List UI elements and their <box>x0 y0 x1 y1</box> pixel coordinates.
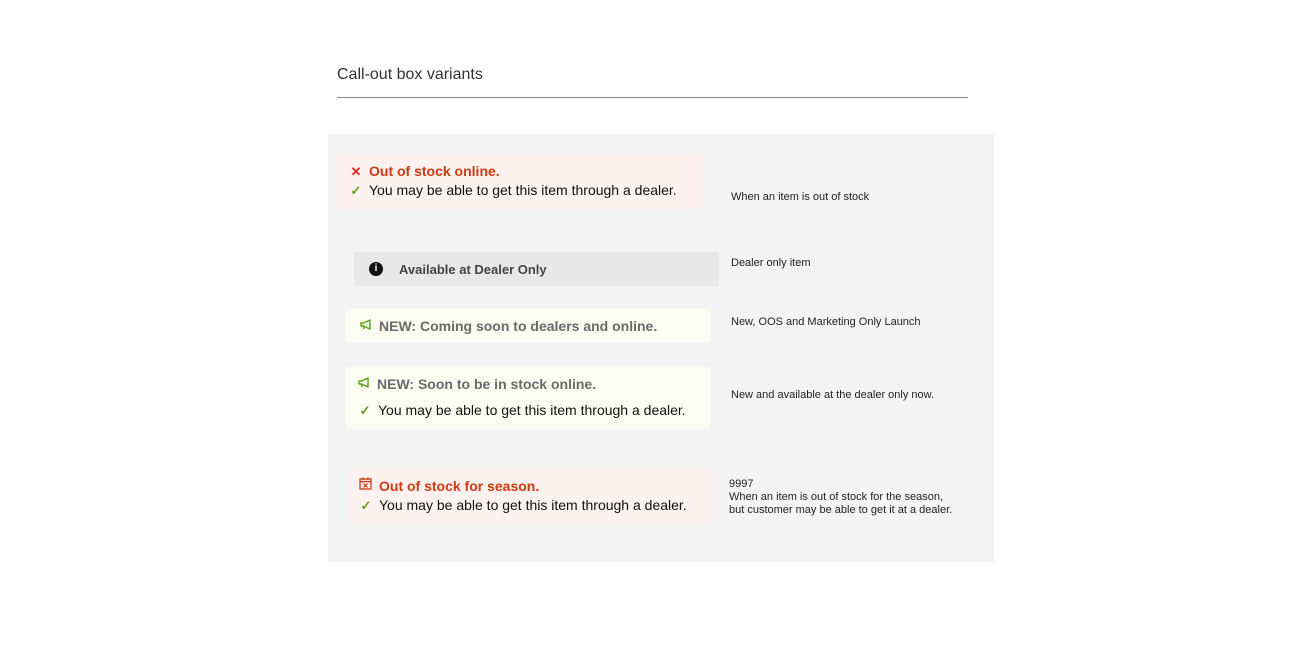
callout-detail: You may be able to get this item through a dealer. <box>379 497 687 513</box>
callout-out-of-stock-online <box>338 153 701 209</box>
callout-dealer-only <box>354 252 719 286</box>
megaphone-icon <box>360 317 373 335</box>
megaphone-icon <box>358 375 371 393</box>
variant-description: When an item is out of stock <box>731 191 870 203</box>
calendar-x-icon <box>359 477 372 495</box>
callout-soon-in-stock <box>346 367 710 429</box>
callout-headline: NEW: Soon to be in stock online. <box>377 376 597 392</box>
variant-description <box>729 478 952 517</box>
callout-headline: Out of stock for season. <box>379 478 540 494</box>
variant-description: New, OOS and Marketing Only Launch <box>731 316 921 328</box>
check-icon: ✓ <box>359 402 371 418</box>
check-icon: ✓ <box>360 497 372 513</box>
variant-description: New and available at the dealer only now. <box>731 389 935 401</box>
variant-code: 9997 <box>729 478 754 490</box>
callout-out-of-stock-season <box>348 468 713 524</box>
variants-panel <box>328 134 994 562</box>
page-title: Call-out box variants <box>337 66 968 98</box>
callout-detail: You may be able to get this item through a dealer. <box>369 182 677 198</box>
description-line: but customer may be able to get it at a dealer. <box>729 504 953 516</box>
callout-headline: NEW: Coming soon to dealers and online. <box>379 317 658 334</box>
check-icon: ✓ <box>350 182 362 198</box>
variant-description: Dealer only item <box>731 257 811 269</box>
callout-headline: Available at Dealer Only <box>399 261 547 277</box>
callout-coming-soon <box>346 309 710 342</box>
callout-headline: Out of stock online. <box>369 163 500 179</box>
callout-detail: You may be able to get this item through a dealer. <box>378 402 686 418</box>
description-line: When an item is out of stock for the season, <box>729 491 943 503</box>
info-icon: i <box>369 262 383 276</box>
x-icon: ✕ <box>350 163 362 179</box>
